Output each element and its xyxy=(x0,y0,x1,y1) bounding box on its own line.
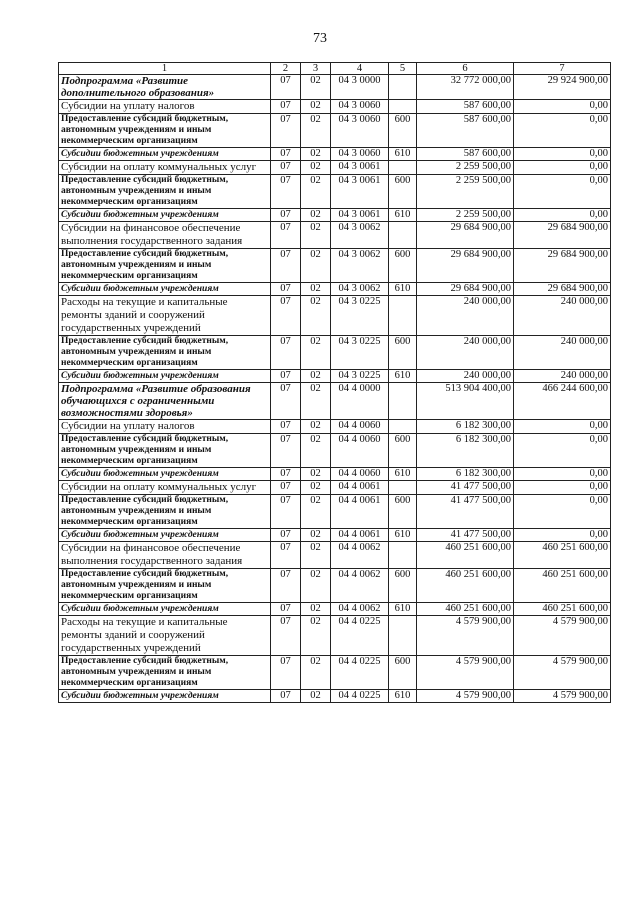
section-cell: 07 xyxy=(271,148,301,161)
item-name-cell: Предоставление субсидий бюджетным, автономным учреждениям и иным некоммерческим организациям xyxy=(59,336,271,370)
expense-type-cell: 600 xyxy=(389,249,417,283)
amount-year1-cell: 29 684 900,00 xyxy=(417,249,514,283)
section-cell: 07 xyxy=(271,420,301,434)
section-cell: 07 xyxy=(271,481,301,495)
section-cell: 07 xyxy=(271,495,301,529)
expense-type-cell: 600 xyxy=(389,434,417,468)
subsection-cell: 02 xyxy=(301,434,331,468)
subsection-cell: 02 xyxy=(301,161,331,175)
amount-year2-cell: 0,00 xyxy=(514,148,611,161)
expense-type-cell: 610 xyxy=(389,283,417,296)
expense-type-cell: 600 xyxy=(389,495,417,529)
amount-year2-cell: 0,00 xyxy=(514,209,611,222)
target-article-cell: 04 4 0060 xyxy=(331,420,389,434)
amount-year1-cell: 4 579 900,00 xyxy=(417,656,514,690)
item-name-cell: Субсидии бюджетным учреждениям xyxy=(59,690,271,703)
amount-year1-cell: 240 000,00 xyxy=(417,336,514,370)
subsection-cell: 02 xyxy=(301,481,331,495)
table-row xyxy=(59,481,611,495)
amount-year1-cell: 6 182 300,00 xyxy=(417,420,514,434)
target-article-cell: 04 4 0061 xyxy=(331,495,389,529)
amount-year1-cell: 240 000,00 xyxy=(417,296,514,336)
amount-year1-cell: 460 251 600,00 xyxy=(417,542,514,569)
section-cell: 07 xyxy=(271,222,301,249)
amount-year2-cell: 29 684 900,00 xyxy=(514,283,611,296)
table-row xyxy=(59,468,611,481)
target-article-cell: 04 3 0060 xyxy=(331,148,389,161)
item-name-cell: Субсидии на оплату коммунальных услуг xyxy=(59,481,271,495)
target-article-cell: 04 3 0062 xyxy=(331,283,389,296)
column-header: 3 xyxy=(301,63,331,75)
table-row xyxy=(59,495,611,529)
expense-type-cell: 610 xyxy=(389,690,417,703)
amount-year1-cell: 2 259 500,00 xyxy=(417,209,514,222)
subsection-cell: 02 xyxy=(301,569,331,603)
item-name-cell: Субсидии бюджетным учреждениям xyxy=(59,148,271,161)
amount-year2-cell: 0,00 xyxy=(514,114,611,148)
item-name-cell: Расходы на текущие и капитальные ремонты зданий и сооружений государственных учреждений xyxy=(59,616,271,656)
column-header: 2 xyxy=(271,63,301,75)
table-row xyxy=(59,529,611,542)
section-cell: 07 xyxy=(271,468,301,481)
target-article-cell: 04 4 0225 xyxy=(331,690,389,703)
target-article-cell: 04 3 0060 xyxy=(331,114,389,148)
item-name-cell: Субсидии бюджетным учреждениям xyxy=(59,283,271,296)
subsection-cell: 02 xyxy=(301,616,331,656)
section-cell: 07 xyxy=(271,656,301,690)
table-row xyxy=(59,100,611,114)
subsection-cell: 02 xyxy=(301,209,331,222)
amount-year1-cell: 2 259 500,00 xyxy=(417,161,514,175)
item-name-cell: Субсидии бюджетным учреждениям xyxy=(59,209,271,222)
item-name-cell: Предоставление субсидий бюджетным, автономным учреждениям и иным некоммерческим организациям xyxy=(59,175,271,209)
amount-year1-cell: 29 684 900,00 xyxy=(417,222,514,249)
target-article-cell: 04 3 0062 xyxy=(331,222,389,249)
amount-year1-cell: 4 579 900,00 xyxy=(417,690,514,703)
target-article-cell: 04 3 0225 xyxy=(331,296,389,336)
amount-year2-cell: 466 244 600,00 xyxy=(514,383,611,420)
expense-type-cell: 600 xyxy=(389,569,417,603)
target-article-cell: 04 3 0225 xyxy=(331,336,389,370)
subsection-cell: 02 xyxy=(301,529,331,542)
item-name-cell: Предоставление субсидий бюджетным, автономным учреждениям и иным некоммерческим организациям xyxy=(59,569,271,603)
item-name-cell: Субсидии бюджетным учреждениям xyxy=(59,603,271,616)
amount-year2-cell: 0,00 xyxy=(514,495,611,529)
table-row xyxy=(59,616,611,656)
item-name-cell: Субсидии на уплату налогов xyxy=(59,420,271,434)
section-cell: 07 xyxy=(271,296,301,336)
column-header: 5 xyxy=(389,63,417,75)
target-article-cell: 04 4 0000 xyxy=(331,383,389,420)
target-article-cell: 04 4 0062 xyxy=(331,603,389,616)
section-cell: 07 xyxy=(271,75,301,100)
item-name-cell: Субсидии бюджетным учреждениям xyxy=(59,468,271,481)
subsection-cell: 02 xyxy=(301,468,331,481)
expense-type-cell: 600 xyxy=(389,656,417,690)
table-row xyxy=(59,420,611,434)
section-cell: 07 xyxy=(271,603,301,616)
table-row xyxy=(59,370,611,383)
item-name-cell: Субсидии на уплату налогов xyxy=(59,100,271,114)
target-article-cell: 04 3 0061 xyxy=(331,209,389,222)
subsection-cell: 02 xyxy=(301,420,331,434)
section-cell: 07 xyxy=(271,114,301,148)
column-header: 6 xyxy=(417,63,514,75)
table-row xyxy=(59,148,611,161)
table-row xyxy=(59,161,611,175)
expense-type-cell: 600 xyxy=(389,114,417,148)
column-header: 7 xyxy=(514,63,611,75)
amount-year2-cell: 0,00 xyxy=(514,161,611,175)
item-name-cell: Субсидии бюджетным учреждениям xyxy=(59,370,271,383)
amount-year2-cell: 240 000,00 xyxy=(514,370,611,383)
section-cell: 07 xyxy=(271,161,301,175)
section-cell: 07 xyxy=(271,100,301,114)
expense-type-cell: 610 xyxy=(389,603,417,616)
amount-year2-cell: 0,00 xyxy=(514,481,611,495)
amount-year2-cell: 460 251 600,00 xyxy=(514,569,611,603)
amount-year2-cell: 0,00 xyxy=(514,175,611,209)
expense-type-cell: 610 xyxy=(389,209,417,222)
table-row xyxy=(59,383,611,420)
expense-type-cell xyxy=(389,616,417,656)
expense-type-cell xyxy=(389,542,417,569)
expense-type-cell: 600 xyxy=(389,175,417,209)
subsection-cell: 02 xyxy=(301,75,331,100)
item-name-cell: Предоставление субсидий бюджетным, автономным учреждениям и иным некоммерческим организациям xyxy=(59,656,271,690)
table-row xyxy=(59,569,611,603)
amount-year2-cell: 460 251 600,00 xyxy=(514,603,611,616)
item-name-cell: Предоставление субсидий бюджетным, автономным учреждениям и иным некоммерческим организациям xyxy=(59,434,271,468)
subsection-cell: 02 xyxy=(301,249,331,283)
amount-year1-cell: 29 684 900,00 xyxy=(417,283,514,296)
section-cell: 07 xyxy=(271,249,301,283)
table-row xyxy=(59,690,611,703)
item-name-cell: Подпрограмма «Развитие образования обучающихся с ограниченными возможностями здоровья» xyxy=(59,383,271,420)
header-row xyxy=(59,63,611,75)
expense-type-cell xyxy=(389,161,417,175)
table-row xyxy=(59,283,611,296)
section-cell: 07 xyxy=(271,542,301,569)
table-row xyxy=(59,222,611,249)
amount-year1-cell: 41 477 500,00 xyxy=(417,529,514,542)
table-row xyxy=(59,75,611,100)
expense-type-cell xyxy=(389,383,417,420)
subsection-cell: 02 xyxy=(301,383,331,420)
target-article-cell: 04 4 0225 xyxy=(331,616,389,656)
amount-year2-cell: 460 251 600,00 xyxy=(514,542,611,569)
subsection-cell: 02 xyxy=(301,656,331,690)
target-article-cell: 04 4 0062 xyxy=(331,542,389,569)
amount-year2-cell: 240 000,00 xyxy=(514,336,611,370)
subsection-cell: 02 xyxy=(301,296,331,336)
budget-table xyxy=(58,62,611,703)
subsection-cell: 02 xyxy=(301,175,331,209)
subsection-cell: 02 xyxy=(301,100,331,114)
expense-type-cell xyxy=(389,296,417,336)
amount-year1-cell: 41 477 500,00 xyxy=(417,495,514,529)
section-cell: 07 xyxy=(271,209,301,222)
amount-year1-cell: 240 000,00 xyxy=(417,370,514,383)
amount-year1-cell: 6 182 300,00 xyxy=(417,468,514,481)
subsection-cell: 02 xyxy=(301,283,331,296)
section-cell: 07 xyxy=(271,283,301,296)
expense-type-cell xyxy=(389,222,417,249)
table-row xyxy=(59,542,611,569)
section-cell: 07 xyxy=(271,383,301,420)
expense-type-cell: 610 xyxy=(389,468,417,481)
section-cell: 07 xyxy=(271,616,301,656)
subsection-cell: 02 xyxy=(301,114,331,148)
target-article-cell: 04 3 0062 xyxy=(331,249,389,283)
table-row xyxy=(59,249,611,283)
target-article-cell: 04 4 0062 xyxy=(331,569,389,603)
target-article-cell: 04 3 0000 xyxy=(331,75,389,100)
table-row xyxy=(59,114,611,148)
section-cell: 07 xyxy=(271,569,301,603)
item-name-cell: Субсидии на оплату коммунальных услуг xyxy=(59,161,271,175)
amount-year2-cell: 29 924 900,00 xyxy=(514,75,611,100)
page-number: 73 xyxy=(313,31,327,46)
amount-year2-cell: 0,00 xyxy=(514,100,611,114)
amount-year1-cell: 587 600,00 xyxy=(417,100,514,114)
section-cell: 07 xyxy=(271,175,301,209)
amount-year1-cell: 460 251 600,00 xyxy=(417,603,514,616)
target-article-cell: 04 3 0060 xyxy=(331,100,389,114)
section-cell: 07 xyxy=(271,690,301,703)
amount-year2-cell: 0,00 xyxy=(514,468,611,481)
amount-year1-cell: 513 904 400,00 xyxy=(417,383,514,420)
expense-type-cell: 610 xyxy=(389,148,417,161)
expense-type-cell: 600 xyxy=(389,336,417,370)
subsection-cell: 02 xyxy=(301,336,331,370)
amount-year1-cell: 4 579 900,00 xyxy=(417,616,514,656)
table-row xyxy=(59,336,611,370)
amount-year1-cell: 587 600,00 xyxy=(417,114,514,148)
section-cell: 07 xyxy=(271,434,301,468)
amount-year2-cell: 4 579 900,00 xyxy=(514,616,611,656)
subsection-cell: 02 xyxy=(301,495,331,529)
target-article-cell: 04 4 0061 xyxy=(331,481,389,495)
item-name-cell: Субсидии на финансовое обеспечение выполнения государственного задания xyxy=(59,222,271,249)
amount-year2-cell: 4 579 900,00 xyxy=(514,690,611,703)
section-cell: 07 xyxy=(271,336,301,370)
expense-type-cell xyxy=(389,481,417,495)
expense-type-cell xyxy=(389,75,417,100)
item-name-cell: Предоставление субсидий бюджетным, автономным учреждениям и иным некоммерческим организациям xyxy=(59,114,271,148)
column-header: 4 xyxy=(331,63,389,75)
item-name-cell: Субсидии на финансовое обеспечение выполнения государственного задания xyxy=(59,542,271,569)
expense-type-cell: 610 xyxy=(389,370,417,383)
item-name-cell: Расходы на текущие и капитальные ремонты зданий и сооружений государственных учреждений xyxy=(59,296,271,336)
subsection-cell: 02 xyxy=(301,148,331,161)
target-article-cell: 04 4 0061 xyxy=(331,529,389,542)
target-article-cell: 04 3 0225 xyxy=(331,370,389,383)
subsection-cell: 02 xyxy=(301,603,331,616)
subsection-cell: 02 xyxy=(301,370,331,383)
table-row xyxy=(59,209,611,222)
target-article-cell: 04 4 0060 xyxy=(331,434,389,468)
section-cell: 07 xyxy=(271,529,301,542)
target-article-cell: 04 4 0060 xyxy=(331,468,389,481)
table-row xyxy=(59,656,611,690)
item-name-cell: Предоставление субсидий бюджетным, автономным учреждениям и иным некоммерческим организациям xyxy=(59,249,271,283)
expense-type-cell xyxy=(389,420,417,434)
table-row xyxy=(59,296,611,336)
section-cell: 07 xyxy=(271,370,301,383)
subsection-cell: 02 xyxy=(301,222,331,249)
amount-year1-cell: 32 772 000,00 xyxy=(417,75,514,100)
target-article-cell: 04 3 0061 xyxy=(331,175,389,209)
amount-year1-cell: 587 600,00 xyxy=(417,148,514,161)
amount-year2-cell: 4 579 900,00 xyxy=(514,656,611,690)
item-name-cell: Предоставление субсидий бюджетным, автономным учреждениям и иным некоммерческим организациям xyxy=(59,495,271,529)
expense-type-cell xyxy=(389,100,417,114)
expense-type-cell: 610 xyxy=(389,529,417,542)
amount-year2-cell: 0,00 xyxy=(514,434,611,468)
target-article-cell: 04 3 0061 xyxy=(331,161,389,175)
item-name-cell: Подпрограмма «Развитие дополнительного образования» xyxy=(59,75,271,100)
amount-year1-cell: 460 251 600,00 xyxy=(417,569,514,603)
amount-year2-cell: 0,00 xyxy=(514,420,611,434)
column-header: 1 xyxy=(59,63,271,75)
table-row xyxy=(59,603,611,616)
amount-year1-cell: 41 477 500,00 xyxy=(417,481,514,495)
amount-year2-cell: 240 000,00 xyxy=(514,296,611,336)
amount-year2-cell: 29 684 900,00 xyxy=(514,222,611,249)
table-row xyxy=(59,434,611,468)
amount-year2-cell: 29 684 900,00 xyxy=(514,249,611,283)
table-row xyxy=(59,175,611,209)
target-article-cell: 04 4 0225 xyxy=(331,656,389,690)
amount-year1-cell: 2 259 500,00 xyxy=(417,175,514,209)
amount-year1-cell: 6 182 300,00 xyxy=(417,434,514,468)
subsection-cell: 02 xyxy=(301,690,331,703)
subsection-cell: 02 xyxy=(301,542,331,569)
amount-year2-cell: 0,00 xyxy=(514,529,611,542)
item-name-cell: Субсидии бюджетным учреждениям xyxy=(59,529,271,542)
